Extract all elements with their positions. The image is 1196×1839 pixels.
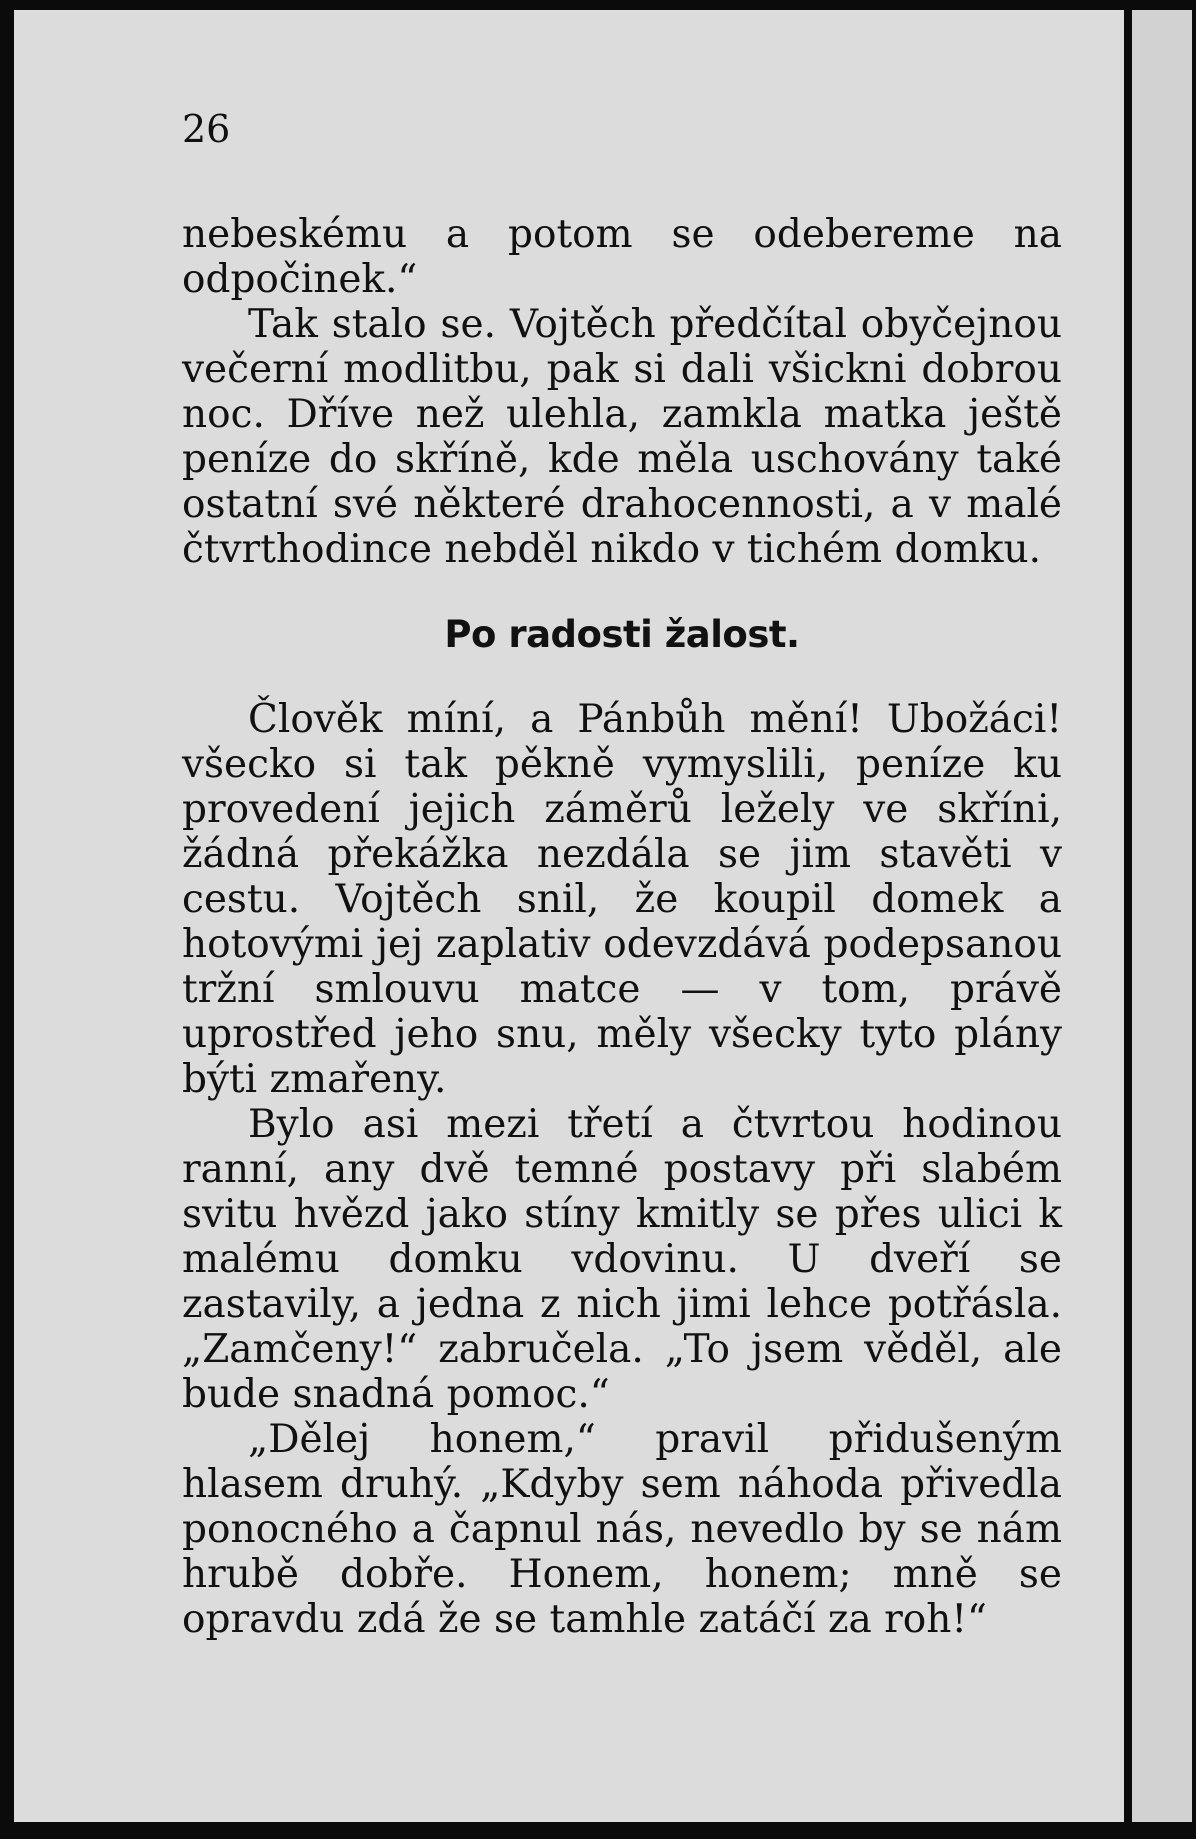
paragraph-2: Tak stalo se. Vojtěch předčítal obyčejnou večerní modlitbu, pak si dali všickni dobrou noc. Dříve než ulehla, zamkla matka ještě peníze do skříně, kde měla uschovány také ostatní své některé drahocennosti, a v malé čtvrthodince nebděl nikdo v tichém domku. [182, 302, 1062, 572]
page-number: 26 [182, 107, 231, 151]
book-page [14, 10, 1124, 1822]
paragraph-4: Bylo asi mezi třetí a čtvrtou hodinou ranní, any dvě temné postavy při slabém svitu hvězd jako stíny kmitly se přes ulici k malému domku vdovinu. U dveří se zastavily, a jedna z nich jimi lehce potřásla. „Zamčeny!“ zabručela. „To jsem věděl, ale bude snadná pomoc.“ [182, 1102, 1062, 1417]
adjacent-page-edge [1132, 10, 1192, 1822]
paragraph-1: nebeskému a potom se odebereme na odpočinek.“ [182, 212, 1062, 302]
paragraph-5: „Dělej honem,“ pravil přidušeným hlasem druhý. „Kdyby sem náhoda přivedla ponocného a čapnul nás, nevedlo by se nám hrubě dobře. Honem, honem; mně se opravdu zdá že se tamhle zatáčí za roh!“ [182, 1417, 1062, 1642]
paragraph-3: Člověk míní, a Pánbůh mění! Ubožáci! všecko si tak pěkně vymyslili, peníze ku provedení jejich záměrů ležely ve skříni, žádná překážka nezdála se jim stavěti v cestu. Vojtěch snil, že koupil domek a hotovými jej zaplativ odevzdává podepsanou tržní smlouvu matce — v tom, právě uprostřed jeho snu, měly všecky tyto plány býti zmařeny. [182, 697, 1062, 1102]
section-heading: Po radosti žalost. [444, 613, 800, 656]
page-body [182, 212, 1062, 1642]
